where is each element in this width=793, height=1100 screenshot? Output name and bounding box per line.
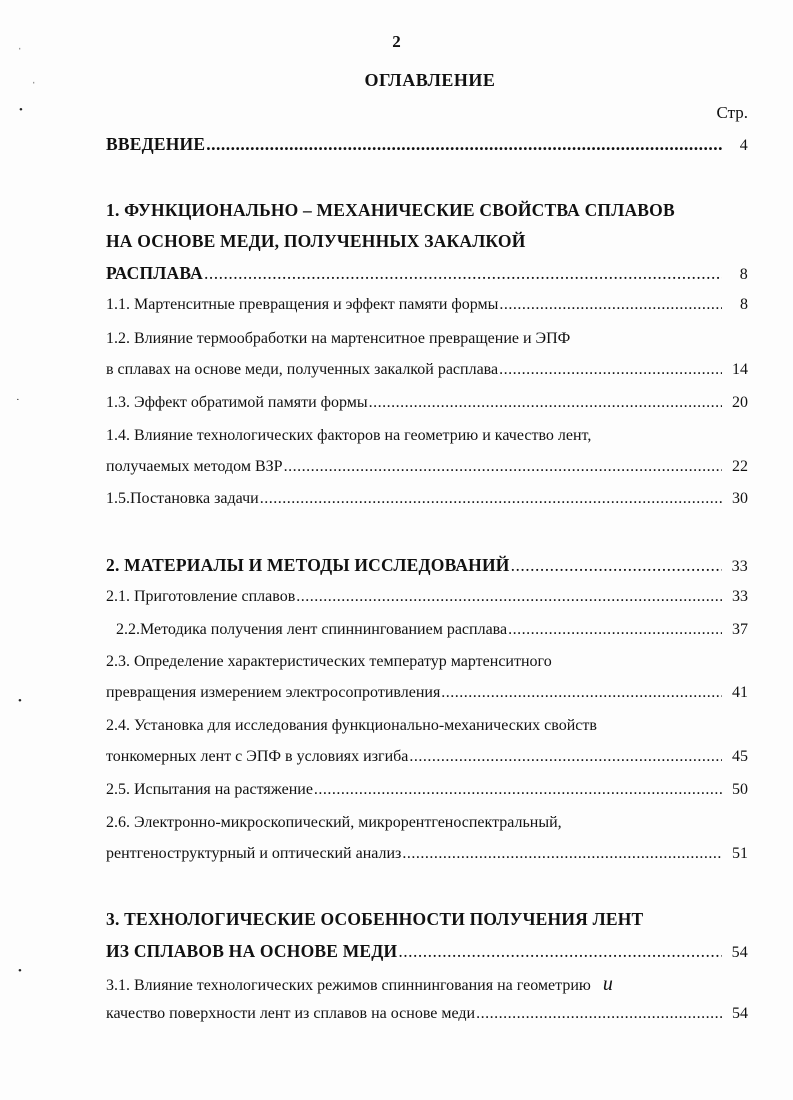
- toc-entry-2-6-line-1: 2.6. Электронно-микроскопический, микрорентгеноспектральный,: [106, 814, 562, 831]
- toc-entry-page: 33: [731, 558, 748, 575]
- toc-entry-label: превращения измерением электросопротивления: [106, 684, 441, 701]
- scan-speck: •: [18, 965, 22, 977]
- toc-entry-2-4-line-1: 2.4. Установка для исследования функционально-механических свойств: [106, 717, 597, 734]
- toc-entry-1-5: [106, 490, 748, 508]
- toc-entry-page: 33: [732, 588, 748, 605]
- toc-entry-page: 8: [739, 266, 748, 283]
- toc-entry-2-6: [106, 845, 748, 863]
- scan-speck: •: [19, 104, 23, 116]
- toc-entry-label: 2.5. Испытания на растяжение: [106, 781, 313, 798]
- toc-entry-label: 2.2.Методика получения лент спиннингованием расплава: [116, 621, 508, 638]
- toc-entry-page: 22: [732, 458, 748, 475]
- toc-entry-page: 37: [732, 621, 748, 638]
- toc-entry-1-4-line-1: 1.4. Влияние технологических факторов на геометрию и качество лент,: [106, 427, 592, 444]
- toc-entry-page: 8: [740, 296, 748, 313]
- toc-entry-label: 1.3. Эффект обратимой памяти формы: [106, 394, 368, 411]
- toc-entry-label: 3.1. Влияние технологических режимов спиннингования на геометрию: [106, 977, 591, 994]
- dot-leader: [499, 296, 722, 314]
- dot-leader: [204, 263, 722, 284]
- toc-entry-3-1-line-1: [106, 973, 613, 996]
- toc-chapter-1: [106, 263, 748, 284]
- toc-entry-label: тонкомерных лент с ЭПФ в условиях изгиба: [106, 748, 409, 765]
- toc-entry-label: 1.1. Мартенситные превращения и эффект памяти формы: [106, 296, 499, 313]
- dot-leader: [476, 1005, 722, 1023]
- toc-entry-label: ВВЕДЕНИЕ: [106, 134, 206, 154]
- toc-entry-1-3: [106, 394, 748, 412]
- toc-entry-2-3-line-1: 2.3. Определение характеристических температур мартенситного: [106, 653, 552, 670]
- handwritten-annotation: и: [602, 973, 613, 995]
- toc-entry-label: 2. МАТЕРИАЛЫ И МЕТОДЫ ИССЛЕДОВАНИЙ: [106, 555, 510, 575]
- toc-entry-1-1: [106, 296, 748, 314]
- toc-entry-3-1: [106, 1005, 748, 1023]
- dot-leader: [508, 621, 722, 639]
- page-number: 2: [392, 32, 401, 51]
- toc-entry-page: 14: [732, 361, 748, 378]
- scan-speck: ·: [16, 394, 20, 406]
- dot-leader: [284, 458, 722, 476]
- toc-chapter-3: [106, 941, 748, 962]
- toc-entry-label: РАСПЛАВА: [106, 263, 203, 283]
- toc-entry-page: 30: [732, 490, 748, 507]
- toc-chapter-1-line-1: 1. ФУНКЦИОНАЛЬНО – МЕХАНИЧЕСКИЕ СВОЙСТВА СПЛАВОВ: [106, 200, 675, 220]
- scan-speck: ˌ: [18, 38, 22, 50]
- page-column-label: Стр.: [716, 103, 748, 122]
- toc-entry-page: 54: [731, 944, 748, 961]
- toc-entry-1-2-line-1: 1.2. Влияние термообработки на мартенситное превращение и ЭПФ: [106, 330, 571, 347]
- dot-leader: [369, 394, 722, 412]
- dot-leader: [260, 490, 722, 508]
- toc-entry-page: 54: [732, 1005, 748, 1022]
- dot-leader: [296, 588, 722, 606]
- dot-leader: [441, 684, 722, 702]
- dot-leader: [314, 781, 722, 799]
- scan-speck: •: [18, 695, 22, 707]
- toc-entry-1-2: [106, 361, 748, 379]
- toc-entry-page: 45: [732, 748, 748, 765]
- toc-entry-2-4: [106, 748, 748, 766]
- toc-entry-2-5: [106, 781, 748, 799]
- toc-entry-page: 51: [732, 845, 748, 862]
- dot-leader: [409, 748, 722, 766]
- toc-entry-label: получаемых методом ВЗР: [106, 458, 283, 475]
- toc-entry-label: в сплавах на основе меди, полученных закалкой расплава: [106, 361, 499, 378]
- toc-entry-intro: [106, 134, 748, 155]
- toc-chapter-1-line-2: НА ОСНОВЕ МЕДИ, ПОЛУЧЕННЫХ ЗАКАЛКОЙ: [106, 231, 526, 251]
- toc-entry-1-4: [106, 458, 748, 476]
- toc-entry-2-1: [106, 588, 748, 606]
- toc-entry-label: качество поверхности лент из сплавов на основе меди: [106, 1005, 476, 1022]
- toc-entry-2-3: [106, 684, 748, 702]
- toc-entry-label: рентгеноструктурный и оптический анализ: [106, 845, 402, 862]
- dot-leader: [402, 845, 722, 863]
- toc-entry-page: 20: [732, 394, 748, 411]
- toc-entry-page: 4: [739, 137, 748, 154]
- dot-leader: [398, 941, 722, 962]
- toc-chapter-2: [106, 555, 748, 576]
- page-title: ОГЛАВЛЕНИЕ: [364, 70, 496, 90]
- dot-leader: [511, 555, 722, 576]
- toc-entry-2-2: [116, 621, 748, 639]
- toc-entry-label: 2.1. Приготовление сплавов: [106, 588, 296, 605]
- toc-entry-page: 50: [732, 781, 748, 798]
- toc-entry-label: 1.5.Постановка задачи: [106, 490, 259, 507]
- dot-leader: [206, 134, 722, 155]
- dot-leader: [499, 361, 722, 379]
- scan-speck: ˈ: [32, 80, 36, 92]
- toc-entry-page: 41: [732, 684, 748, 701]
- toc-chapter-3-line-1: 3. ТЕХНОЛОГИЧЕСКИЕ ОСОБЕННОСТИ ПОЛУЧЕНИЯ ЛЕНТ: [106, 909, 644, 929]
- toc-entry-label: ИЗ СПЛАВОВ НА ОСНОВЕ МЕДИ: [106, 941, 398, 961]
